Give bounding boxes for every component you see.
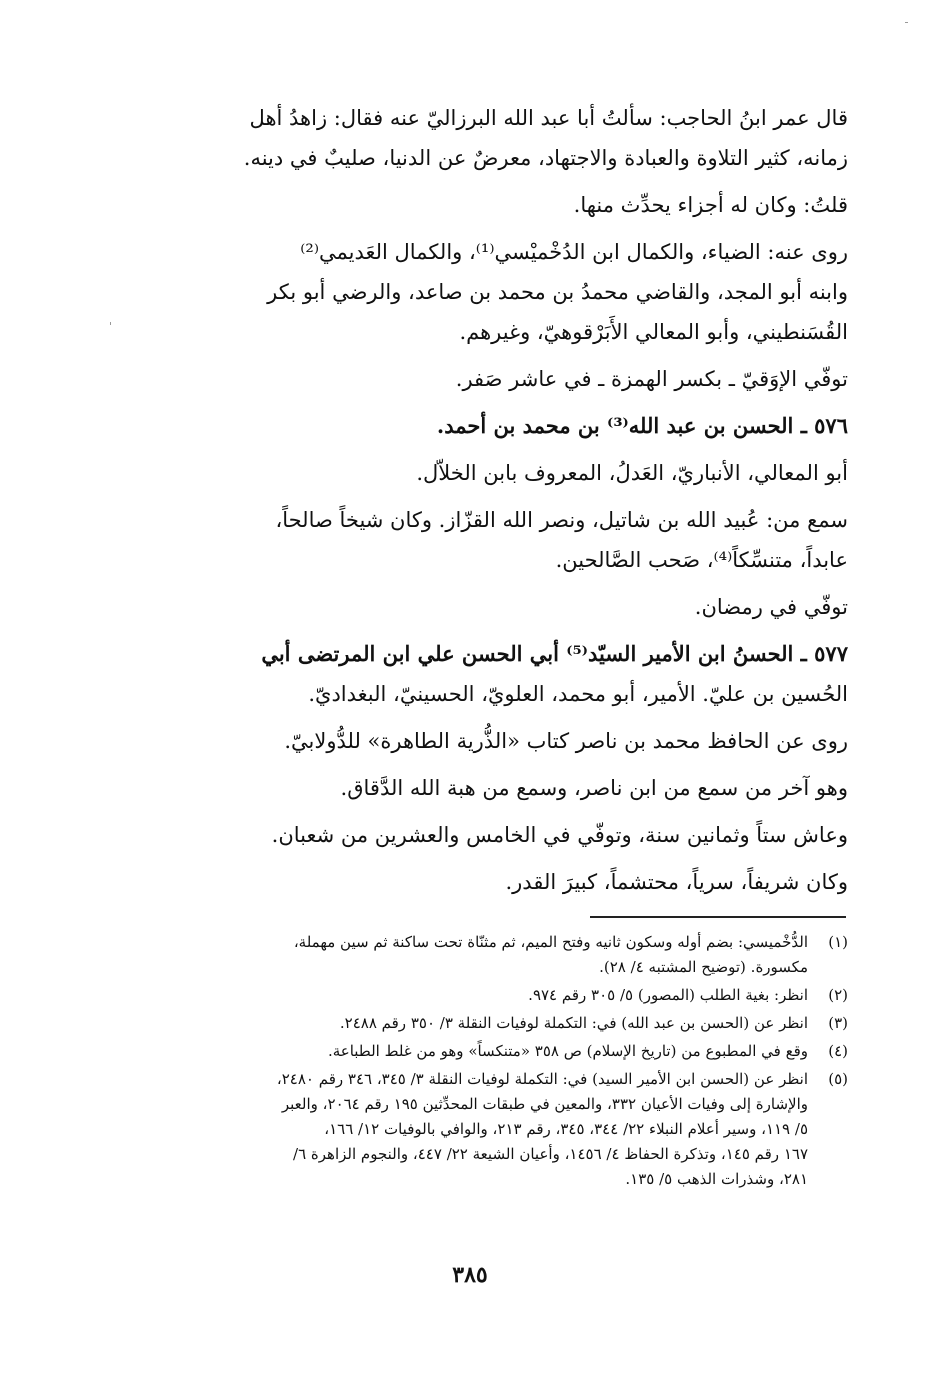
text-line: سمع من: عُبيد الله بن شاتيل، ونصر الله القزّاز. وكان شيخاً صالحاً، bbox=[275, 508, 848, 532]
text-line: روى عن الحافظ محمد بن ناصر كتاب «الذُّرية الطاهرة» للدُّولابيّ. bbox=[284, 729, 848, 753]
footnote-1 bbox=[128, 930, 848, 980]
footnote-number: (١) bbox=[828, 933, 848, 951]
scan-speck bbox=[110, 322, 111, 325]
text-line: توفّي في رمضان. bbox=[694, 595, 848, 619]
text-line: وابنه أبو المجد، والقاضي محمدُ بن محمد بن صاعد، والرضي أبو بكر bbox=[267, 280, 848, 304]
text-line: قال عمر ابنُ الحاجب: سألتُ أبا عبد الله البرزاليّ عنه فقال: زاهدُ أهل bbox=[249, 106, 848, 130]
footnote-number: (٢) bbox=[828, 986, 848, 1004]
main-text bbox=[128, 98, 848, 909]
footnote-2 bbox=[128, 983, 848, 1008]
text-line: توفّي الإوَقيّ ـ بكسر الهمزة ـ في عاشر صَفر. bbox=[455, 367, 848, 391]
footnote-line: مكسورة. (توضيح المشتبه ٤/ ٢٨). bbox=[599, 958, 808, 976]
text-line: وعاش ستاً وثمانين سنة، وتوفّي في الخامس والعشرين من شعبان. bbox=[271, 823, 848, 847]
footnote-line: والإشارة إلى وفيات الأعيان ٣٣٢، والمعين في طبقات المحدِّثين ١٩٥ رقم ٢٠٦٤، والعبر bbox=[281, 1095, 808, 1113]
footnote-line: الدُّخْميسي: بضم أوله وسكون ثانيه وفتح الميم، ثم مثنّاة تحت ساكنة ثم سين مهملة، bbox=[293, 933, 808, 951]
footnote-line: انظر: بغية الطلب (المصور) ٥/ ٣٠٥ رقم ٩٧٤. bbox=[528, 986, 808, 1004]
entry-heading-577: ٥٧٧ ـ الحسنُ ابن الأمير السيّد⁽⁵⁾ أبي الحسن علي ابن المرتضى أبي bbox=[261, 641, 848, 666]
footnotes bbox=[128, 930, 848, 1195]
footnote-line: وقع في المطبوع من (تاريخ الإسلام) ص ٣٥٨ «متنكساً» وهو من غلط الطباعة. bbox=[327, 1042, 808, 1060]
text-line: الحُسين بن عليّ. الأمير، أبو محمد، العلويّ، الحسينيّ، البغداديّ. bbox=[308, 682, 848, 706]
text-line: زمانه، كثير التلاوة والعبادة والاجتهاد، معرضٌ عن الدنيا، صليبٌ في دينه. bbox=[243, 146, 848, 170]
text-line: قلتُ: وكان له أجزاء يحدِّث منها. bbox=[573, 193, 848, 217]
footnote-line: ٥/ ١١٩، وسير أعلام النبلاء ٢٢/ ٣٤٤، ٣٤٥، رقم ٢١٣، والوافي بالوفيات ١٢/ ١٦٦، bbox=[324, 1120, 808, 1138]
text-line: القُسَنطيني، وأبو المعالي الأَبَرْقوهيّ، وغيرهم. bbox=[459, 320, 848, 344]
footnote-number: (٥) bbox=[828, 1070, 848, 1088]
text-line: عابداً، متنسِّكاً⁽⁴⁾، صَحب الصَّالحين. bbox=[555, 548, 848, 572]
footnote-separator bbox=[590, 916, 846, 918]
scan-speck bbox=[905, 22, 908, 23]
footnote-line: ١٦٧ رقم ١٤٥، وتذكرة الحفاظ ٤/ ١٤٥٦، وأعيان الشيعة ٢٢/ ٤٤٧، والنجوم الزاهرة ٦/ bbox=[293, 1145, 808, 1163]
footnote-number: (٤) bbox=[828, 1042, 848, 1060]
footnote-3 bbox=[128, 1011, 848, 1036]
text-line: روى عنه: الضياء، والكمال ابن الدُخْميْسي⁽¹⁾، والكمال العَديمي⁽²⁾ bbox=[300, 240, 848, 264]
page-number: ٣٨٥ bbox=[452, 1262, 488, 1288]
entry-heading-576: ٥٧٦ ـ الحسن بن عبد الله⁽³⁾ بن محمد بن أحمد. bbox=[436, 413, 848, 438]
footnote-5 bbox=[128, 1067, 848, 1192]
text-line: أبو المعالي، الأنباريّ، العَدلُ، المعروف بابن الخلاّل. bbox=[416, 461, 848, 485]
footnote-line: انظر عن (الحسن بن عبد الله) في: التكملة لوفيات النقلة ٣/ ٣٥٠ رقم ٢٤٨٨. bbox=[339, 1014, 808, 1032]
text-line: وكان شريفاً، سرياً، محتشماً، كبيرَ القدر. bbox=[505, 870, 848, 894]
footnote-number: (٣) bbox=[828, 1014, 848, 1032]
footnote-4 bbox=[128, 1039, 848, 1064]
text-line: وهو آخر من سمع من ابن ناصر، وسمع من هبة الله الدَّقاق. bbox=[340, 776, 848, 800]
footnote-line: ٢٨١، وشذرات الذهب ٥/ ١٣٥. bbox=[625, 1170, 808, 1188]
footnote-line: انظر عن (الحسن ابن الأمير السيد) في: التكملة لوفيات النقلة ٣/ ٣٤٥، ٣٤٦ رقم ٢٤٨٠، bbox=[276, 1070, 808, 1088]
